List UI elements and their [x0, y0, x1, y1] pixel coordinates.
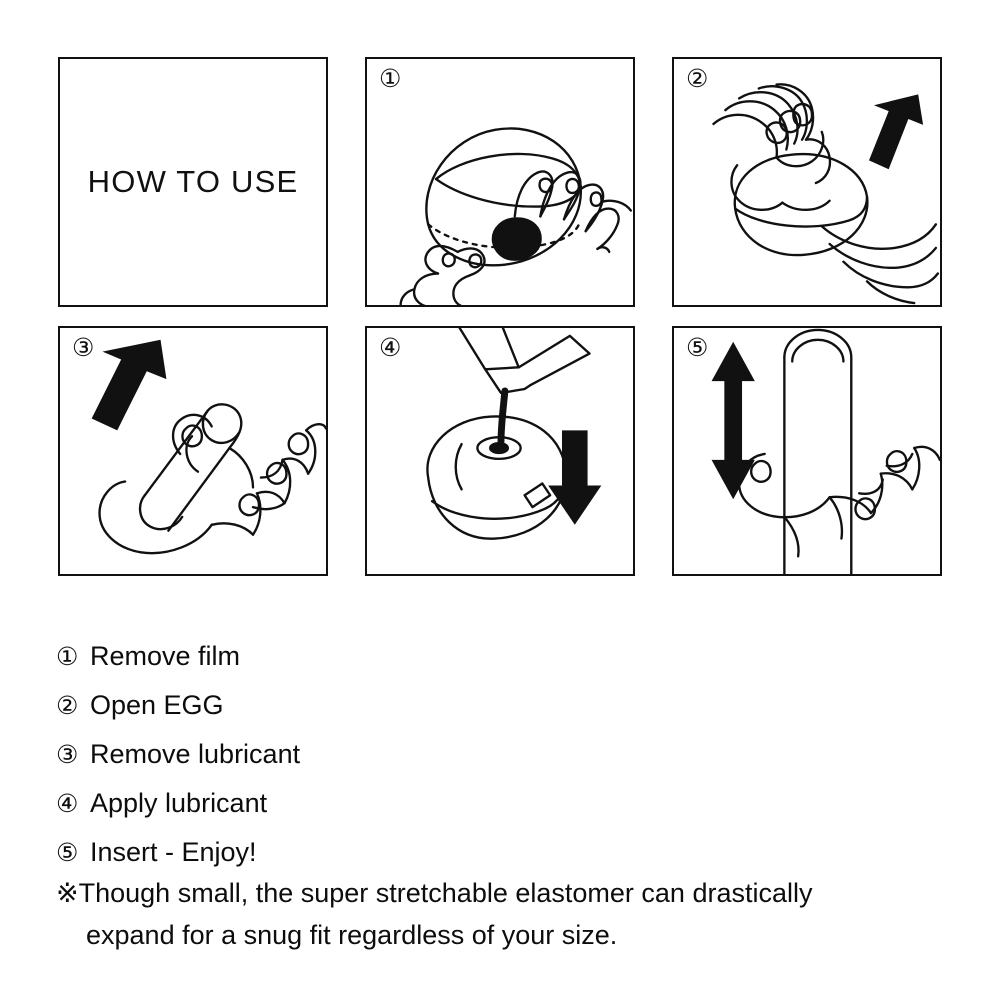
panel-step-number-2: ② [686, 65, 709, 93]
panel-step-number-4: ④ [379, 334, 402, 362]
page-title: HOW TO USE [87, 164, 299, 199]
footnote-line-2: expand for a snug fit regardless of your size. [86, 920, 618, 950]
list-item [56, 730, 956, 779]
panel-step-number-1: ① [379, 65, 402, 93]
panel-insert-enjoy [672, 326, 942, 576]
step-marker-3: ③ [56, 741, 79, 769]
step-text-3: Remove lubricant [90, 739, 301, 769]
step-marker-4: ④ [56, 790, 79, 818]
list-item [56, 632, 956, 681]
footnote-line-1: Though small, the super stretchable elastomer can drastically [78, 878, 813, 908]
illustration-remove-lubricant [60, 328, 326, 574]
panel-step-number-5: ⑤ [686, 334, 709, 362]
panel-remove-lubricant [58, 326, 328, 576]
step-text-2: Open EGG [90, 690, 224, 720]
step-text-5: Insert - Enjoy! [90, 837, 257, 867]
panel-open-egg [672, 57, 942, 307]
list-item [56, 828, 956, 877]
illustration-remove-film [367, 59, 633, 305]
footnote-mark: ※ [56, 878, 79, 908]
illustration-apply-lubricant [367, 328, 633, 574]
step-text-1: Remove film [90, 641, 241, 671]
panel-grid [58, 57, 942, 576]
panel-remove-film [365, 57, 635, 307]
step-marker-2: ② [56, 692, 79, 720]
step-marker-5: ⑤ [56, 839, 79, 867]
list-item [56, 681, 956, 730]
step-marker-1: ① [56, 643, 79, 671]
illustration-open-egg [674, 59, 940, 305]
illustration-insert-enjoy [674, 328, 940, 574]
panel-apply-lubricant [365, 326, 635, 576]
list-item [56, 779, 956, 828]
instruction-list [56, 632, 956, 877]
title-panel [58, 57, 328, 307]
step-text-4: Apply lubricant [90, 788, 268, 818]
footnote [56, 872, 960, 956]
panel-step-number-3: ③ [72, 334, 95, 362]
